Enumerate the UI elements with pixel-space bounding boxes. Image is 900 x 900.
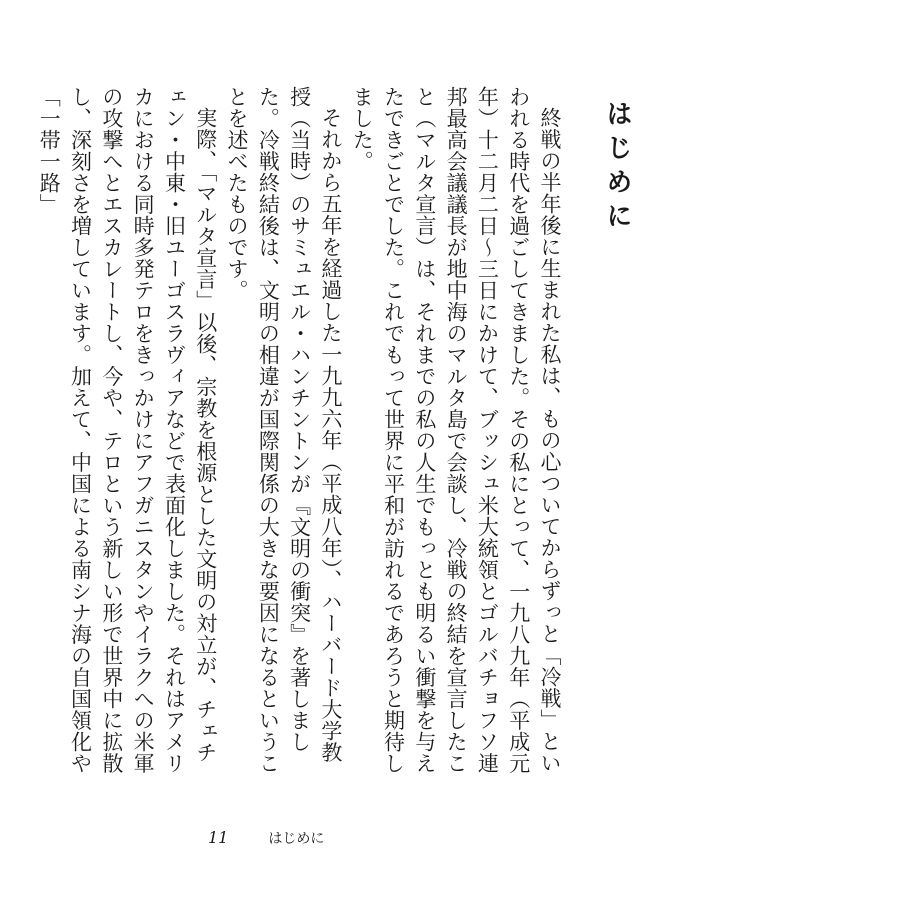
page-number: 11 [208, 828, 229, 847]
page-footer [208, 828, 324, 848]
body-text [33, 86, 565, 776]
paragraph: 終戦の半年後に生まれた私は、もの心ついてからずっと「冷戦」といわれる時代を過ごしてきました。その私にとって、一九八九年（平成元年）十二月二日〜三日にかけて、ブッシュ米大統領とゴルバチョフソ連邦最高会議議長が地中海のマルタ島で会談し、冷戦の終結を宣言したこと（マルタ宣言）は、それまでの私の人生でもっとも明るい衝撃を与えたできごとでした。これでもって世界に平和が訪れるであろうと期待しました。 [350, 86, 562, 774]
paragraph: 実際、「マルタ宣言」以後、宗教を根源とした文明の対立が、チェチェン・中東・旧ユーゴスラヴィアなどで表面化しました。それはアメリカにおける同時多発テロをきっかけにアフガニスタンやイラクへの米軍の攻撃へとエスカレートし、今や、テロという新しい形で世界中に拡散し、深刻さを増しています。加えて、中国による南シナ海の自国領化や「一帯一路」 [37, 86, 218, 774]
running-title: はじめに [268, 831, 325, 847]
paragraph: それから五年を経過した一九九六年（平成八年）、ハーバード大学教授（当時）のサミュエル・ハンチントンが『文明の衝突』を著しました。冷戦終結後は、文明の相違が国際関係の大きな要因になるということを述べたものです。 [225, 86, 343, 774]
page-title: はじめに [602, 100, 632, 236]
